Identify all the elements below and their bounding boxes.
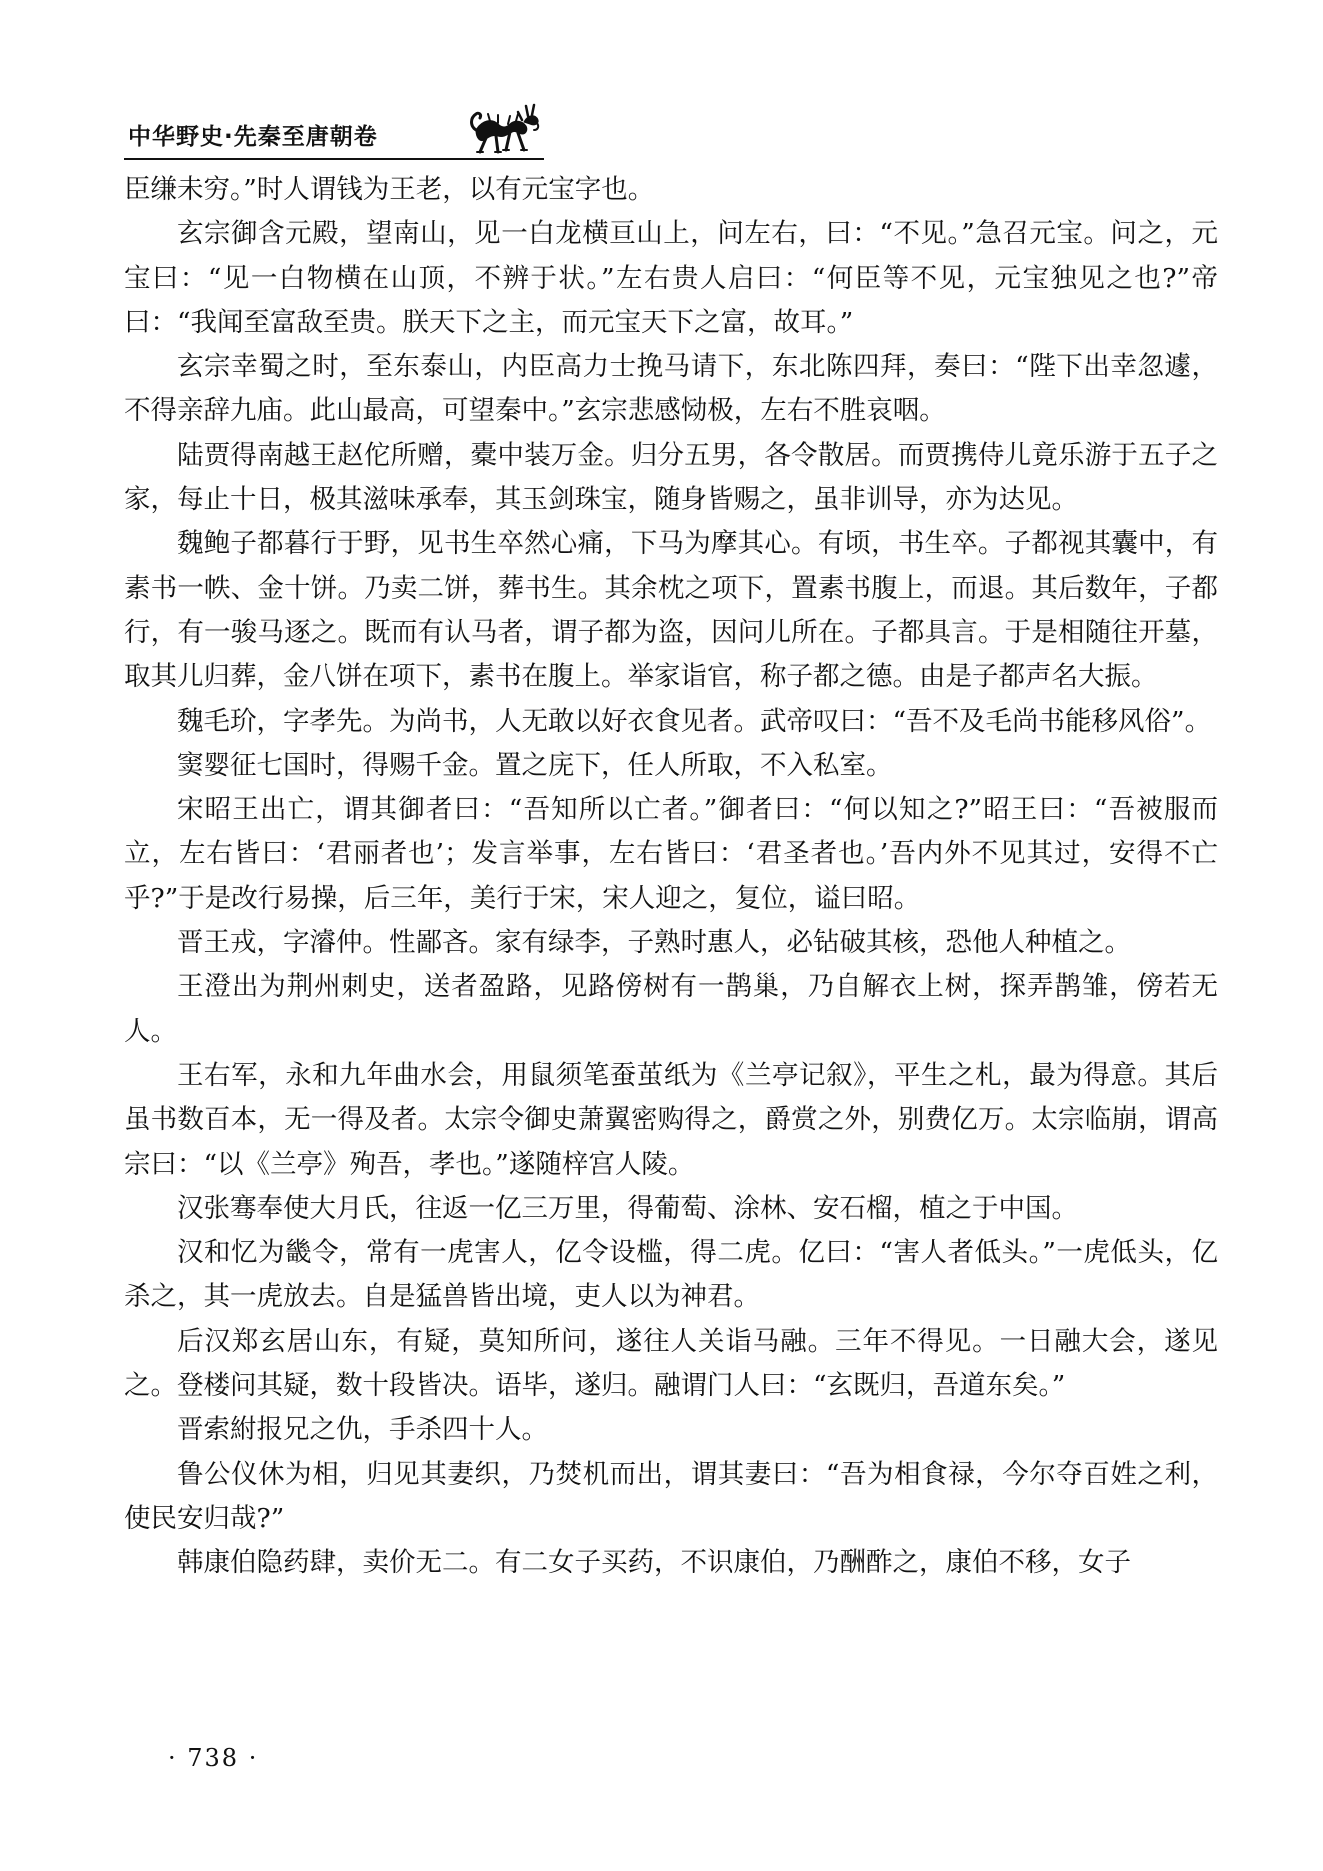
paragraph: 汉和忆为畿令，常有一虎害人，亿令设槛，得二虎。亿曰：“害人者低头。”一虎低头，亿杀之，其一虎放去。自是猛兽皆出境，吏人以为神君。 (124, 1237, 1218, 1313)
paragraph: 韩康伯隐药肆，卖价无二。有二女子买药，不识康伯，乃酬酢之，康伯不移，女子 (177, 1547, 1131, 1579)
paragraph: 鲁公仪休为相，归见其妻织，乃焚机而出，谓其妻曰：“吾为相食禄，今尔夺百姓之利，使民安归哉?” (124, 1458, 1218, 1534)
dragon-emblem-icon (468, 100, 540, 158)
paragraph: 玄宗幸蜀之时，至东泰山，内臣高力士挽马请下，东北陈四拜，奏曰：“陛下出幸忽遽，不得亲辞九庙。此山最高，可望秦中。”玄宗悲感恸极，左右不胜哀咽。 (124, 351, 1218, 427)
page-number: · 738 · (168, 1744, 259, 1772)
paragraph: 宋昭王出亡，谓其御者曰：“吾知所以亡者。”御者曰：“何以知之?”昭王曰：“吾被服而立，左右皆曰：‘君丽者也’；发言举事，左右皆曰：‘君圣者也。’吾内外不见其过，安得不亡乎?”于是改行易操，后三年，美行于宋，宋人迎之，复位，谥曰昭。 (124, 794, 1218, 914)
header-rule (124, 158, 544, 160)
paragraph: 晋王戎，字濬仲。性鄙吝。家有绿李，子熟时惠人，必钻破其核，恐他人种植之。 (177, 927, 1131, 959)
paragraph: 魏鲍子都暮行于野，见书生卒然心痛，下马为摩其心。有顷，书生卒。子都视其囊中，有素书一帙、金十饼。乃卖二饼，葬书生。其余枕之项下，置素书腹上，而退。其后数年，子都行，有一骏马逐之。既而有认马者，谓子都为盗，因问儿所在。子都具言。于是相随往开墓，取其儿归葬，金八饼在项下，素书在腹上。举家诣官，称子都之德。由是子都声名大振。 (124, 528, 1218, 693)
paragraph: 晋索紨报兄之仇，手杀四十人。 (177, 1414, 548, 1446)
running-header (124, 108, 544, 166)
paragraph: 窦婴征七国时，得赐千金。置之庑下，任人所取，不入私室。 (177, 749, 893, 781)
paragraph: 臣缣未穷。”时人谓钱为王老，以有元宝字也。 (124, 174, 655, 205)
paragraph: 王右军，永和九年曲水会，用鼠须笔蚕茧纸为《兰亭记叙》，平生之札，最为得意。其后虽书数百本，无一得及者。太宗令御史萧翼密购得之，爵赏之外，别费亿万。太宗临崩，谓高宗曰：“以《兰亭》殉吾，孝也。”遂随梓宫人陵。 (124, 1059, 1218, 1180)
paragraph: 魏毛玠，字孝先。为尚书，人无敢以好衣食见者。武帝叹曰：“吾不及毛尚书能移风俗”。 (177, 705, 1212, 737)
book-title: 中华野史·先秦至唐朝卷 (128, 124, 378, 150)
paragraph: 汉张骞奉使大月氏，往返一亿三万里，得葡萄、涂林、安石榴，植之于中国。 (177, 1192, 1078, 1224)
body-text (124, 168, 1218, 1586)
paragraph: 王澄出为荆州刺史，送者盈路，见路傍树有一鹊巢，乃自解衣上树，探弄鹊雏，傍若无人。 (124, 971, 1218, 1047)
paragraph: 后汉郑玄居山东，有疑，莫知所问，遂往人关诣马融。三年不得见。一日融大会，遂见之。登楼问其疑，数十段皆决。语毕，遂归。融谓门人曰：“玄既归，吾道东矣。” (124, 1325, 1218, 1402)
paragraph: 陆贾得南越王赵佗所赠，橐中装万金。归分五男，各令散居。而贾携侍儿竟乐游于五子之家，每止十日，极其滋味承奉，其玉剑珠宝，随身皆赐之，虽非训导，亦为达见。 (124, 439, 1218, 516)
paragraph: 玄宗御含元殿，望南山，见一白龙横亘山上，问左右，曰：“不见。”急召元宝。问之，元宝曰：“见一白物横在山顶，不辨于状。”左右贵人启曰：“何臣等不见，元宝独见之也?”帝曰：“我闻至富敌至贵。朕天下之主，而元宝天下之富，故耳。” (124, 218, 1218, 338)
